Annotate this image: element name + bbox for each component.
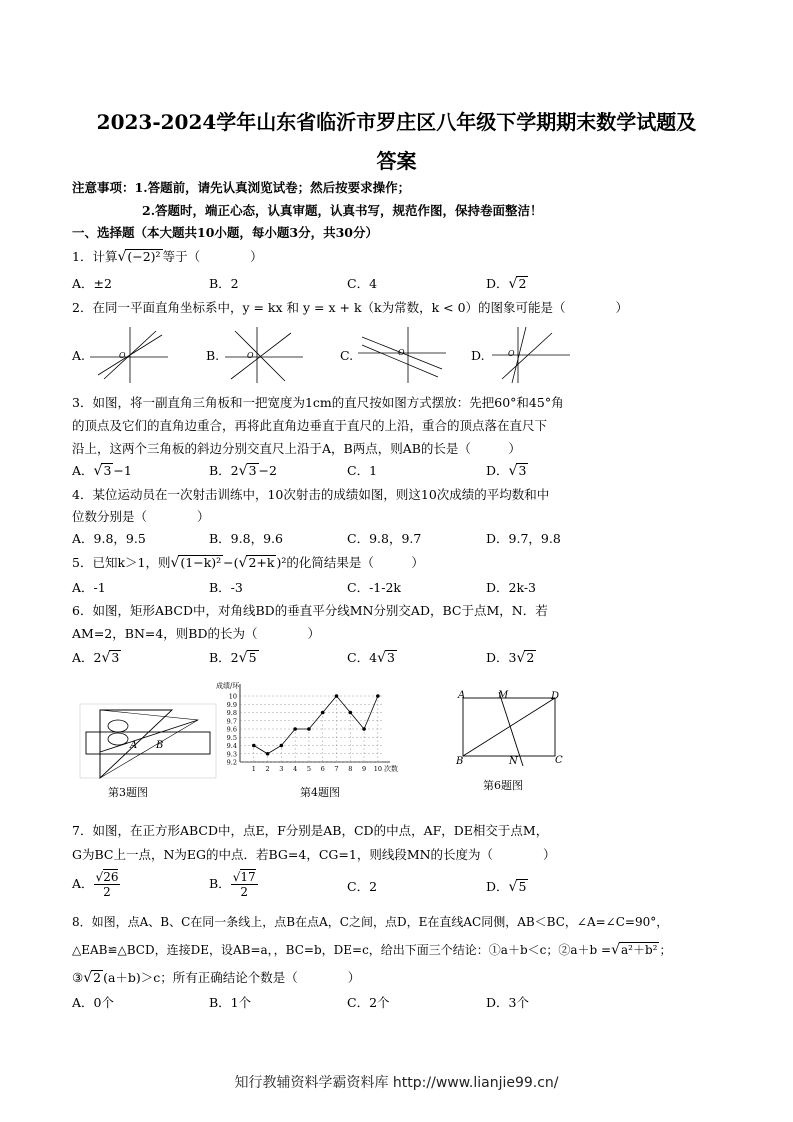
question-3-line1: 3．如图，将一副直角三角板和一把宽度为1cm的直尺按如图方式摆放：先把60°和45°角 [72,395,564,410]
q1-tail: 等于（ ） [162,249,263,264]
q5-option-d: D．2k-3 [486,580,537,595]
chart-y-tick-label: 9.5 [226,733,237,742]
q8-option-c: C．2个 [347,995,390,1010]
q4-option-b: B．9.8，9.6 [209,531,283,546]
question-8-line1: 8．如图，点A、B、C在同一条线上，点B在点A，C之间，点D，E在直线AC同侧，AB＜BC，∠A=∠C=90°， [72,915,669,929]
fig6-label-m: M [498,690,509,701]
figure-4-chart [214,682,414,782]
q3-option-d: D．√3 [486,463,527,479]
q1-option-d: D．√2 [486,276,527,292]
chart-series-line [254,696,378,754]
fig3-label-a: A [130,740,138,751]
question-7-line1: 7．如图，在正方形ABCD中，点E，F分别是AB，CD的中点，AF，DE相交于点M， [72,823,549,838]
notice-item1: 1.答题前，请先认真浏览试卷；然后按要求操作； [134,180,411,195]
q1-stem: 1．计算 [72,249,118,264]
q3-option-a: A．√3 −1 [72,463,132,479]
chart-y-axis-label: 成绩/环 [216,682,240,690]
chart-y-tick-label: 9.6 [226,725,237,734]
q4-option-a: A．9.8，9.5 [72,531,146,546]
fig4-caption: 第4题图 [300,786,340,799]
question-6-line1: 6．如图，矩形ABCD中，对角线BD的垂直平分线MN分别交AD，BC于点M，N．若 [72,603,548,618]
q6-option-a: A．2√3 [72,650,120,666]
question-5: 5．已知k＞1，则√(1−k)² −(√2+k )²的化简结果是（ ） [72,555,424,571]
q1-option-c: C．4 [347,276,378,291]
q1-option-b: B．2 [209,276,239,291]
q6-option-c: C．4√3 [347,650,395,666]
q1-option-a: A．±2 [72,276,112,291]
question-8-line2: △EAB≌△BCD，连接DE，设AB=a，，BC=b，DE=c，给出下面三个结论：①a＋b＜c；②a＋b =√a²＋b² ； [72,942,672,958]
q2-option-c: C. [340,348,354,363]
q5-option-a: A．-1 [72,580,106,595]
fig6-label-c: C [555,755,563,766]
q2-option-a: A. [72,348,86,363]
q3-option-c: C．1 [347,463,378,478]
notice-line1 [72,180,410,196]
q2-graph-a [90,325,170,385]
question-2: 2．在同一平面直角坐标系中，y = kx 和 y = x + k（k为常数，k < 0）的图象可能是（ ） [72,300,629,315]
fig6-label-d: D [551,691,560,702]
chart-x-tick-label: 9 [362,765,367,773]
chart-y-tick-label: 10 [228,692,237,701]
question-3-line3: 沿上，这两个三角板的斜边分别交直尺上沿于A，B两点，则AB的长是（ ） [72,441,521,456]
q2-graph-d [492,325,572,385]
q4-option-d: D．9.7，9.8 [486,531,561,546]
section-heading: 一、选择题（本大题共10小题，每小题3分，共30分） [72,225,378,240]
chart-x-axis-label: 次数 [384,765,398,773]
figure-3 [80,704,218,780]
figure-6 [455,688,567,770]
question-6-line2: AM=2，BN=4，则BD的长为（ ） [72,626,321,641]
chart-data-point [293,727,297,731]
paper-title-line2: 答案 [376,149,417,173]
chart-x-tick-label: 10 [373,765,383,773]
question-1: 1．计算√(−2)² 等于（ ） [72,249,263,265]
q5-option-c: C．-1-2k [347,580,401,595]
question-4-line1: 4．某位运动员在一次射击训练中，10次射击的成绩如图，则这10次成绩的平均数和中 [72,487,550,502]
q3-option-b: B．2√3 −2 [209,463,277,479]
chart-data-point [348,711,352,715]
chart-x-tick-label: 7 [334,765,339,773]
question-3-line2: 的顶点及它们的直角边重合，再将此直角边垂直于直尺的上沿，重合的顶点落在直尺下 [72,418,548,433]
fig6-label-a: A [458,690,466,701]
chart-y-tick-label: 9.7 [226,717,237,726]
fig6-label-b: B [456,756,464,767]
q5-option-b: B．-3 [209,580,243,595]
notice-label: 注意事项： [72,180,135,195]
chart-data-point [252,744,256,748]
q8-option-d: D．3个 [486,995,529,1010]
chart-data-point [335,694,339,698]
chart-x-tick-label: 6 [320,765,325,773]
q2-graph-b [225,325,305,385]
fig6-caption: 第6题图 [483,779,523,792]
chart-data-point [376,694,380,698]
chart-y-tick-label: 9.8 [226,709,237,717]
notice-item2: 2.答题时，端正心态，认真审题，认真书写，规范作图，保持卷面整洁！ [142,203,543,218]
chart-x-tick-label: 4 [293,765,298,773]
footer-watermark: 知行教辅资料学霸资料库 http://www.lianjie99.cn/ [234,1075,559,1091]
question-4-line2: 位数分别是（ ） [72,509,210,524]
question-8-line3: ③√2 (a＋b)＞c；所有正确结论个数是（ ） [72,970,361,986]
chart-y-tick-label: 9.9 [226,700,237,709]
q2-option-b: B. [206,348,220,363]
q4-option-c: C．9.8，9.7 [347,531,422,546]
fig3-label-b: B [156,740,164,751]
q7-option-c: C．2 [347,879,378,894]
chart-x-tick-label: 5 [306,765,312,773]
q2-graph-c [358,325,448,385]
fig3-caption: 第3题图 [108,786,148,799]
chart-data-point [280,744,284,748]
svg-text:O: O [119,351,126,360]
q6-option-b: B．2√5 [209,650,257,666]
svg-text:O: O [508,349,515,358]
question-7-line2: G为BC上一点，N为EG的中点．若BG=4，CG=1，则线段MN的长度为（ ） [72,847,556,862]
chart-data-point [362,727,366,731]
q7-option-b: B． $\frac{√17}{2}$ [209,870,256,899]
paper-title-line1: 2023-2024学年山东省临沂市罗庄区八年级下学期期末数学试题及 [96,110,697,134]
chart-x-tick-label: 2 [265,765,270,773]
svg-text:O: O [398,348,405,357]
chart-y-tick-label: 9.4 [226,742,237,750]
q6-option-d: D．3√2 [486,650,535,666]
chart-data-point [307,727,311,731]
chart-y-tick-label: 9.3 [226,750,237,759]
chart-data-point [266,752,270,756]
chart-x-tick-label: 1 [251,765,256,773]
fig6-label-n: N [509,756,518,767]
chart-y-tick-label: 9.2 [226,758,237,767]
chart-x-tick-label: 8 [348,765,353,773]
svg-text:O: O [247,351,254,360]
q1-radicand: (−2)² [127,249,161,264]
chart-data-point [321,711,325,715]
chart-x-tick-label: 3 [279,765,284,773]
q2-option-d: D. [471,348,485,363]
q7-option-a: A． $\frac{√26}{2}$ [72,870,119,899]
q8-option-b: B．1个 [209,995,252,1010]
q7-option-d: D．√5 [486,879,527,895]
q8-option-a: A．0个 [72,995,114,1010]
